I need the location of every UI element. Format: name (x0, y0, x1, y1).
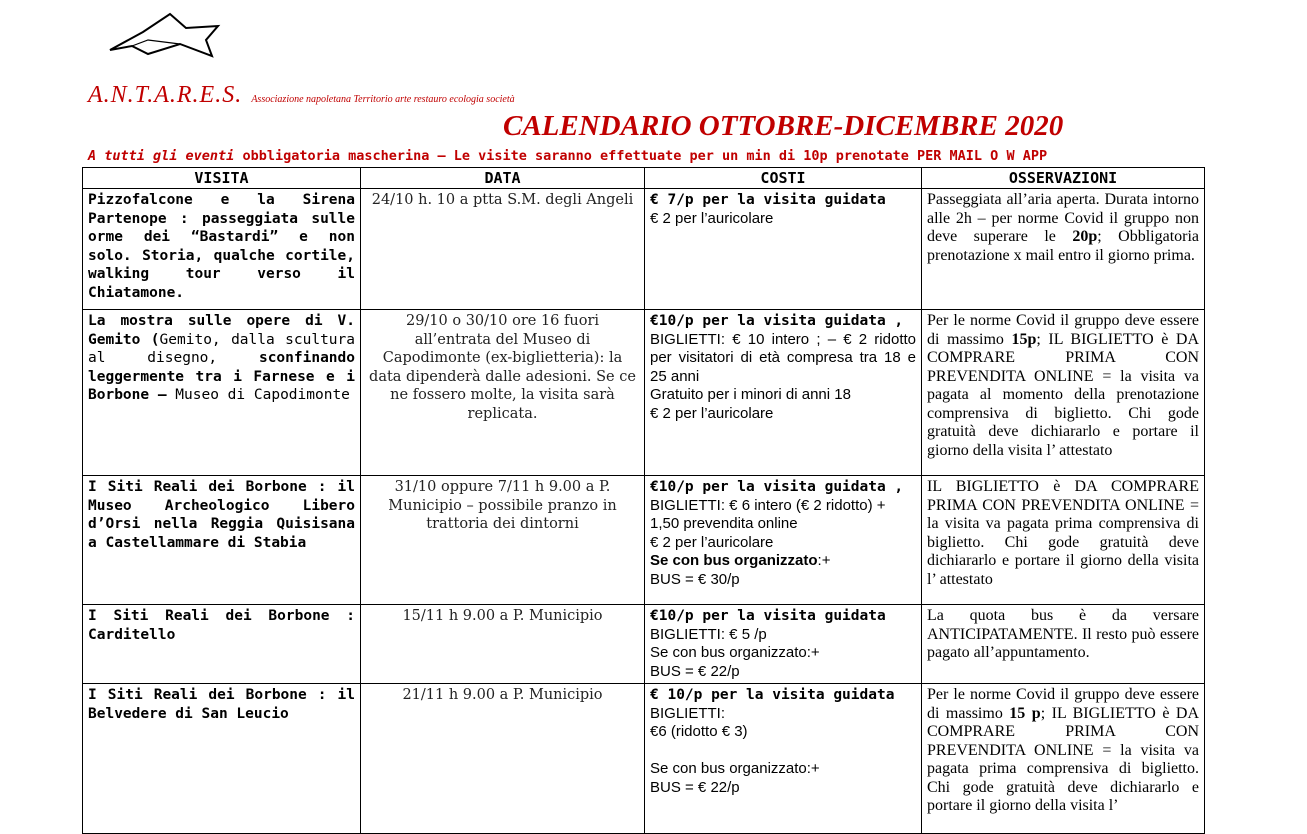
org-name: A.N.T.A.R.E.S. (88, 82, 243, 108)
costi-bold-tail: :+ (817, 552, 831, 569)
costi-cell (645, 476, 922, 605)
costi-line: Se con bus organizzato:+ (650, 760, 820, 777)
data-cell: 21/11 h 9.00 a P. Municipio (361, 684, 645, 834)
costi-line: € 2 per l’auricolare (650, 209, 774, 227)
data-cell: 31/10 oppure 7/11 h 9.00 a P. Municipio – possibile pranzo in trattoria dei dintorni (361, 476, 645, 605)
costi-line: BUS = € 22/p (650, 662, 740, 680)
costi-line: Gratuito per i minori di anni 18 (650, 386, 851, 403)
org-header (88, 82, 515, 109)
visita-cell: Pizzofalcone e la Sirena Partenope : passeggiata sulle orme dei “Bastardi” e non solo. Storia, qualche cortile, walking tour verso il Chiatamone. (83, 189, 361, 310)
osservazioni-cell: IL BIGLIETTO è DA COMPRARE PRIMA CON PREVENDITA ONLINE = la visita va pagata prima comprensiva di biglietto. Chi gode gratuità deve dichiararlo e portare il giorno della visita l’ attestato (922, 476, 1205, 605)
data-cell: 29/10 o 30/10 ore 16 fuori all’entrata del Museo di Capodimonte (ex-biglietteria): la data dipenderà dalle adesioni. Se ce ne fossero molte, la visita sarà replicata. (361, 310, 645, 476)
costi-line: € 2 per l’auricolare (650, 404, 774, 422)
costi-line: BIGLIETTI: € 6 intero (€ 2 ridotto) + 1,50 prevendita online (650, 496, 886, 532)
table-row (83, 310, 1205, 476)
costi-line: BIGLIETTI: € 5 /p (650, 625, 767, 643)
costi-head: €10/p per la visita guidata (650, 608, 886, 624)
costi-line: €6 (ridotto € 3) (650, 723, 748, 740)
costi-head: € 10/p per la visita guidata (650, 687, 895, 703)
costi-line: BUS = € 22/p (650, 778, 740, 796)
antares-star-logo-icon (108, 12, 224, 62)
costi-line: € 2 per l’auricolare (650, 533, 774, 551)
oss-bold: 20p (1072, 228, 1098, 245)
table-row (83, 189, 1205, 310)
costi-head: €10/p per la visita guidata , (650, 313, 904, 329)
table-row (83, 605, 1205, 684)
oss-text: Passeggiata all’aria aperta. Durata intorno alle 2h – per norme Covid il gruppo non deve superare le (927, 191, 1199, 245)
costi-line (650, 552, 916, 571)
data-cell: 24/10 h. 10 a ptta S.M. degli Angeli (361, 189, 645, 310)
oss-text: ; IL BIGLIETTO è DA COMPRARE PRIMA CON PREVENDITA ONLINE = la visita va pagata prima comprensiva di biglietto. Chi gode gratuità deve dichiararlo e portare il giorno della visita l’ (927, 704, 1200, 814)
osservazioni-cell (922, 684, 1205, 834)
oss-text: ; IL BIGLIETTO è DA COMPRARE PRIMA CON PREVENDITA ONLINE = la visita va pagata al momento della prenotazione comprensiva di biglietto. Chi gode gratuità deve dichiararlo e portare il giorno della visita l’ attestato (927, 330, 1199, 459)
osservazioni-cell (922, 310, 1205, 476)
costi-line: BIGLIETTI: (650, 704, 726, 722)
visita-text: Gemito, dalla scultura al disegno, (88, 331, 355, 366)
costi-line: BUS = € 30/p (650, 570, 740, 588)
costi-head: € 7/p per la visita guidata (650, 192, 886, 208)
visita-cell: I Siti Reali dei Borbone : Carditello (83, 605, 361, 684)
osservazioni-cell (922, 189, 1205, 310)
oss-text: ; Obbligatoria prenotazione x mail entro il giorno prima. (927, 228, 1200, 264)
data-cell: 15/11 h 9.00 a P. Municipio (361, 605, 645, 684)
notice-italic: A tutti gli eventi (88, 148, 235, 164)
oss-text: Per le norme Covid il gruppo deve essere di massimo (927, 686, 1199, 722)
oss-bold: 15 p (1009, 704, 1041, 722)
visita-cell: I Siti Reali dei Borbone : il Museo Archeologico Libero d’Orsi nella Reggia Quisisana a Castellammare di Stabia (83, 476, 361, 605)
org-subtitle: Associazione napoletana Territorio arte restauro ecologia società (251, 94, 515, 105)
costi-cell (645, 310, 922, 476)
costi-line: Se con bus organizzato:+ (650, 644, 820, 661)
oss-text: Per le norme Covid il gruppo deve essere di massimo (927, 312, 1199, 348)
table-header-row (83, 168, 1205, 189)
visita-text: La mostra sulle opere di V. Gemito ( (88, 313, 355, 348)
header-costi: COSTI (645, 168, 922, 189)
costi-bold: Se con bus organizzato (650, 552, 818, 569)
costi-spacer (650, 742, 916, 761)
costi-cell (645, 684, 922, 834)
oss-bold: 15p (1011, 330, 1037, 348)
visita-text: sconfinando leggermente tra i Farnese e i Borbone – (88, 350, 355, 403)
costi-cell (645, 605, 922, 684)
header-osservazioni: OSSERVAZIONI (922, 168, 1205, 189)
page-title: CALENDARIO OTTOBRE-DICEMBRE 2020 (503, 110, 1064, 142)
events-table (82, 167, 1205, 834)
osservazioni-cell: La quota bus è da versare ANTICIPATAMENTE. Il resto può essere pagato all’appuntamento. (922, 605, 1205, 684)
table-row (83, 476, 1205, 605)
visita-cell (83, 310, 361, 476)
visita-cell: I Siti Reali dei Borbone : il Belvedere di San Leucio (83, 684, 361, 834)
header-visita: VISITA (83, 168, 361, 189)
costi-head: €10/p per la visita guidata , (650, 479, 904, 495)
notice (88, 148, 1047, 164)
notice-text: obbligatoria mascherina – Le visite saranno effettuate per un min di 10p prenotate PER MAIL O W APP (234, 148, 1048, 164)
header-data: DATA (361, 168, 645, 189)
costi-line: BIGLIETTI: € 10 intero ; – € 2 ridotto per visitatori di età compresa tra 18 e 25 anni (650, 330, 916, 385)
costi-cell (645, 189, 922, 310)
visita-text: Museo di Capodimonte (166, 387, 350, 403)
table-row (83, 684, 1205, 834)
